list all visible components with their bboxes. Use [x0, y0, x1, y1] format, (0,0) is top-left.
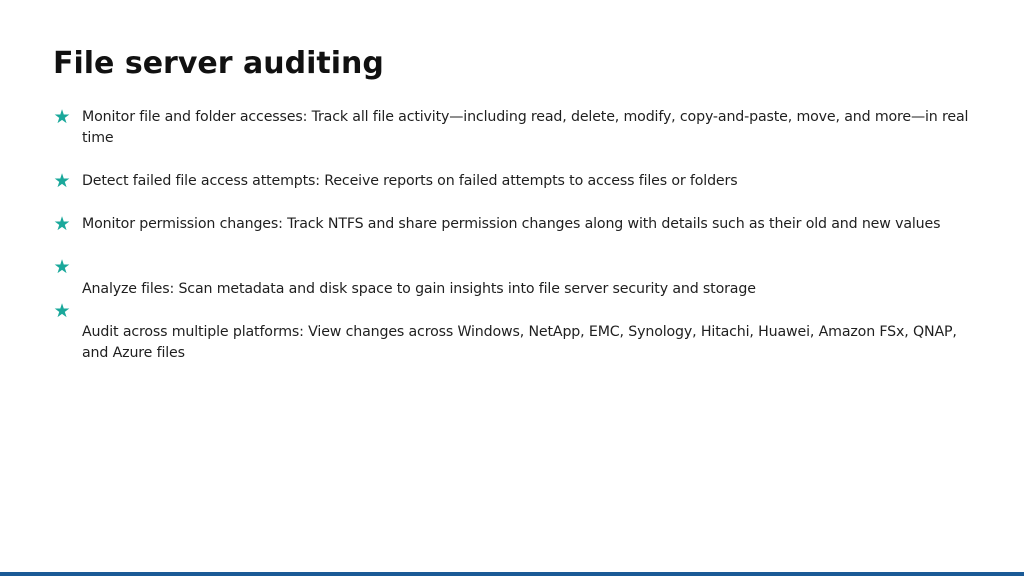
list-item: Monitor permission changes: Track NTFS and share permission changes along with details such as their old and new values [82, 216, 941, 232]
star-icon: ★ [53, 213, 71, 235]
list-item: Audit across multiple platforms: View changes across Windows, NetApp, EMC, Synology, Hitachi, Huawei, Amazon FSx, QNAP, and Azure files [82, 324, 957, 361]
list-item: Analyze files: Scan metadata and disk space to gain insights into file server security and storage [82, 281, 756, 297]
star-icon: ★ [53, 300, 71, 322]
star-icon: ★ [53, 170, 71, 192]
bottom-accent-bar [0, 572, 1024, 576]
slide-title: File server auditing [53, 46, 384, 81]
list-item: Detect failed file access attempts: Receive reports on failed attempts to access files or folders [82, 173, 738, 189]
list-item: Monitor file and folder accesses: Track all file activity—including read, delete, modify, copy-and-paste, move, and more—in real time [82, 109, 969, 146]
star-icon: ★ [53, 106, 71, 128]
star-icon: ★ [53, 256, 71, 278]
